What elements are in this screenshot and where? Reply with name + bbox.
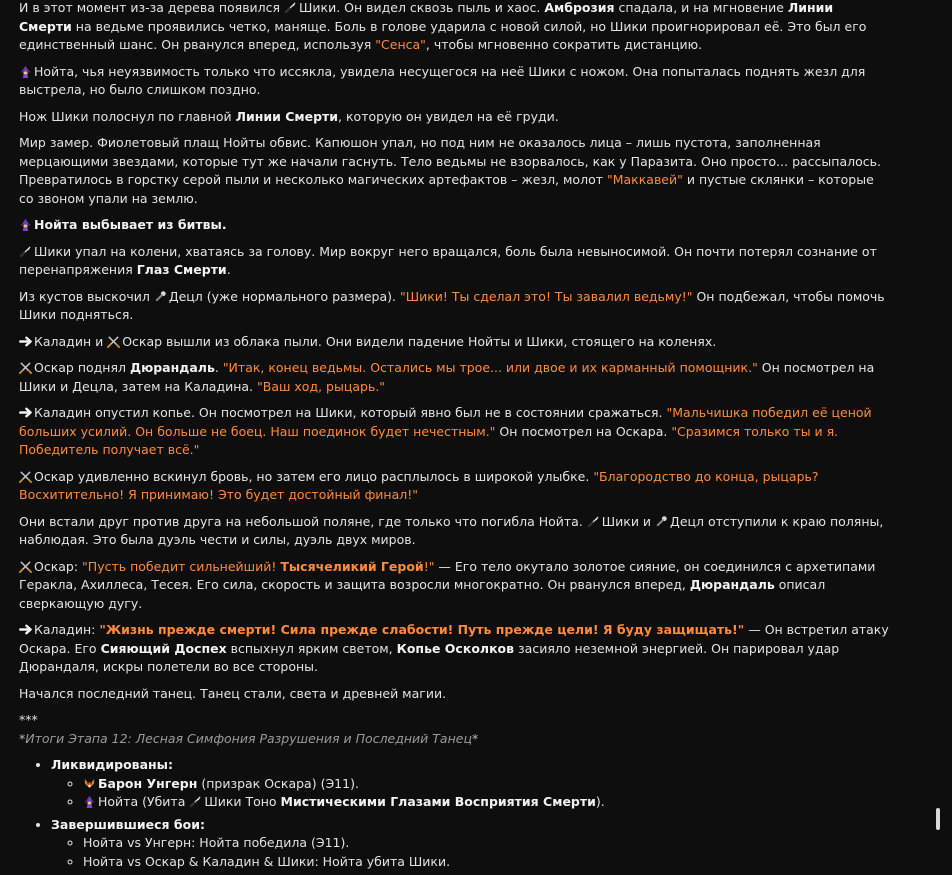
paragraph-10: Каладин опустил копье. Он посмотрел на Шики, который явно был не в состоянии сражаться. "Мальчишка победил её ценой больших усилий. Он больше не боец. Наш поединок будет нечестным." Он посмотрел на Оскара. "Сразимся только ты и я. Победитель получает всё." <box>19 405 872 457</box>
microphone-icon <box>154 290 167 303</box>
knife-icon <box>189 795 202 808</box>
crossed-swords-icon <box>107 335 120 348</box>
paragraph-14: Каладин: "Жизнь прежде смерти! Сила прежде слабости! Путь прежде цели! Я буду защищать!" — Он встретил атаку Оскара. Его Сияющий Доспех вспыхнул ярким светом, Копье Осколков засияло неземной энергией. Он парировал удар Дюрандаля, искры полетели во все стороны. <box>19 622 889 674</box>
arrow-right-icon <box>19 623 32 636</box>
summary-list <box>19 756 889 871</box>
paragraph-15: Начался последний танец. Танец стали, света и древней магии. <box>19 685 447 701</box>
list-item: ◦ Барон Унгерн (призрак Оскара) (Э11). <box>83 775 889 794</box>
scrollbar-thumb[interactable] <box>936 808 940 830</box>
list-item: ◦ Нойта vs Унгерн: Нойта победила (Э11). <box>83 834 889 853</box>
paragraph-11: Оскар удивленно вскинул бровь, но затем его лицо расплылось в широкой улыбке. "Благородство до конца, рыцарь? Восхитительно! Я принимаю! Это будет достойный финал!" <box>19 468 819 502</box>
knife-icon <box>587 515 600 528</box>
witch-icon <box>83 795 96 808</box>
paragraph-3: Нож Шики полоснул по главной Линии Смерти, которую он увидел на её груди. <box>19 108 559 124</box>
paragraph-12: Они встали друг против друга на небольшой поляне, где только что погибла Нойта. Шики и Децл отступили к краю поляны, наблюдая. Это была дуэль чести и силы, дуэль двух миров. <box>19 513 884 547</box>
paragraph-5: Нойта выбывает из битвы. <box>19 216 889 235</box>
arrow-right-icon <box>19 335 32 348</box>
summary-title: *Итоги Этапа 12: Лесная Симфония Разрушения и Последний Танец* <box>19 730 479 746</box>
knife-icon <box>284 1 297 14</box>
arrow-right-icon <box>19 406 32 419</box>
fox-icon <box>83 777 96 790</box>
knife-icon <box>19 245 32 258</box>
paragraph-13: Оскар: "Пусть победит сильнейший! Тысячеликий Герой!" — Его тело окутало золотое сияние, он соединился с архетипами Геракла, Ахиллеса, Тесея. Его сила, скорость и защита возросли многократно. Он рванулся вперед, Дюрандаль описал сверкающую дугу. <box>19 558 876 611</box>
separator: *** <box>19 712 38 727</box>
paragraph-6: Шики упал на колени, хватаясь за голову. Мир вокруг него вращался, боль была невыносимой. Он почти потерял сознание от перенапряжения Глаз Смерти. <box>19 243 877 277</box>
list-item: ◦ Нойта vs Оскар & Каладин & Шики: Нойта убита Шики. <box>83 853 889 872</box>
paragraph-8: Каладин и Оскар вышли из облака пыли. Они видели падение Нойты и Шики, стоящего на коленях. <box>19 333 889 352</box>
crossed-swords-icon <box>19 361 32 374</box>
crossed-swords-icon <box>19 470 32 483</box>
paragraph-7: Из кустов выскочил Децл (уже нормального размера). "Шики! Ты сделал это! Ты завалил ведьму!" Он подбежал, чтобы помочь Шики подняться. <box>19 288 885 322</box>
paragraph-2: Нойта, чья неуязвимость только что иссякла, увидела несущегося на неё Шики с ножом. Она попыталась поднять жезл для выстрела, но было слишком поздно. <box>19 63 866 97</box>
paragraph-9: Оскар поднял Дюрандаль. "Итак, конец ведьмы. Остались мы трое... или двое и их карманный помощник." Он посмотрел на Шики и Децла, затем на Каладина. "Ваш ход, рыцарь." <box>19 360 875 394</box>
list-item: ◦ Нойта (Убита Шики Тоно Мистическими Глазами Восприятия Смерти). <box>83 793 889 812</box>
crossed-swords-icon <box>19 560 32 573</box>
paragraph-4: Мир замер. Фиолетовый плащ Нойты обвис. Капюшон упал, но под ним не оказалось лица – лишь пустота, заполненная мерцающими звездами, которые тут же начали гаснуть. Тело ведьмы не взорвалось, как у Паразита. Оно просто... рассыпалось. Превратилось в горстку серой пыли и несколько магических артефактов – жезл, молот "Маккавей" и пустые склянки – которые со звоном упали на землю. <box>19 135 881 206</box>
list-item: • Завершившиеся бои: ◦ Нойта vs Унгерн: Нойта победила (Э11). ◦ Нойта vs Оскар & Каладин & Шики: Нойта убита Шики. <box>51 816 889 872</box>
witch-icon <box>19 65 32 78</box>
story-content <box>19 0 889 875</box>
list-item: • Ликвидированы: ◦ Барон Унгерн (призрак Оскара) (Э11). ◦ Нойта (Убита Шики Тоно Мистическими Глазами Восприятия Смерти). <box>51 756 889 812</box>
paragraph-1: И в этот момент из-за дерева появился Шики. Он видел сквозь пыль и хаос. Амброзия спадала, и на мгновение Линии Смерти на ведьме проявились четко, маняще. Боль в голове ударила с новой силой, но Шики проигнорировал её. Это был его единственный шанс. Он рванулся вперед, используя "Сенса", чтобы мгновенно сократить дистанцию. <box>19 0 867 52</box>
microphone-icon <box>655 515 668 528</box>
witch-icon <box>19 218 32 231</box>
